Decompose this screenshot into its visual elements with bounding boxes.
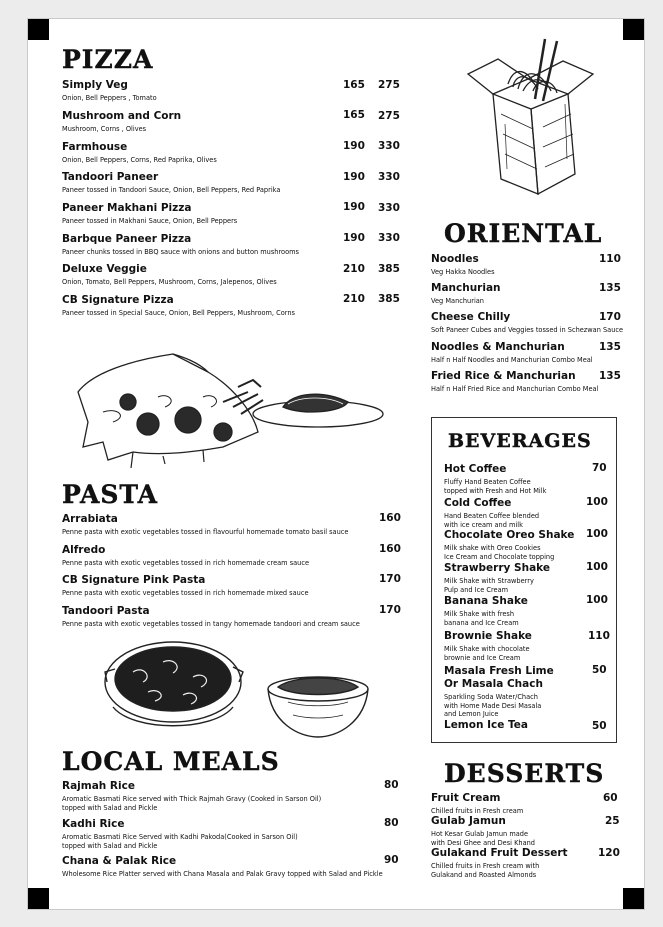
price-regular: 190 bbox=[343, 171, 365, 183]
item-name-line2: Or Masala Chach bbox=[444, 678, 543, 690]
item-price: 50 bbox=[592, 664, 607, 676]
menu-item bbox=[62, 855, 383, 879]
item-price: 80 bbox=[384, 779, 399, 791]
desserts-heading: DESSERTS bbox=[444, 759, 605, 788]
corner-mark-top-right bbox=[623, 19, 644, 40]
item-name: Mushroom and Corn bbox=[62, 110, 182, 122]
item-name: Arrabiata bbox=[62, 513, 118, 525]
item-desc: Aromatic Basmati Rice Served with Kadhi Pakoda(Cooked in Sarson Oil) bbox=[62, 833, 298, 841]
price-regular: 165 bbox=[343, 109, 365, 121]
item-price: 70 bbox=[592, 462, 607, 474]
item-desc: Pulp and Ice Cream bbox=[444, 585, 509, 594]
price-large: 330 bbox=[378, 140, 400, 152]
menu-item bbox=[431, 253, 495, 277]
menu-item bbox=[62, 513, 348, 537]
item-price: 135 bbox=[599, 370, 621, 382]
noodle-box-illustration bbox=[453, 39, 603, 199]
menu-page bbox=[27, 18, 645, 910]
item-desc: and Lemon Juice bbox=[444, 710, 499, 718]
item-desc: Paneer tossed in Special Sauce, Onion, Bell Peppers, Mushroom, Corns bbox=[62, 309, 295, 317]
price-regular: 190 bbox=[343, 232, 365, 244]
menu-item bbox=[62, 79, 157, 103]
menu-item bbox=[444, 665, 554, 719]
item-desc: Milk shake with Oreo Cookies bbox=[444, 544, 541, 552]
corner-mark-top-left bbox=[28, 19, 49, 40]
item-desc: Chilled fruits in Fresh cream with bbox=[431, 862, 540, 870]
item-name: CB Signature Pink Pasta bbox=[62, 574, 206, 586]
item-desc: topped with Fresh and Hot Milk bbox=[444, 486, 547, 495]
item-name: Simply Veg bbox=[62, 79, 128, 91]
item-desc: Onion, Tomato, Bell Peppers, Mushroom, Corns, Jalepenos, Olives bbox=[62, 278, 277, 286]
item-desc: Half n Half Fried Rice and Manchurian Combo Meal bbox=[431, 385, 599, 393]
item-desc: Chilled fruits in Fresh cream bbox=[431, 807, 524, 815]
item-desc: with Home Made Desi Masala bbox=[444, 701, 542, 710]
menu-item bbox=[62, 141, 217, 165]
price-large: 330 bbox=[378, 171, 400, 183]
item-desc: Milk Shake with Strawberry bbox=[444, 577, 534, 585]
item-name: Farmhouse bbox=[62, 141, 128, 153]
item-name: Hot Coffee bbox=[444, 463, 507, 475]
pizza-heading: PIZZA bbox=[62, 45, 154, 74]
item-desc: Milk Shake with chocolate bbox=[444, 645, 530, 653]
item-desc: banana and Ice Cream bbox=[444, 618, 519, 627]
item-price: 135 bbox=[599, 341, 621, 353]
beverages-heading: BEVERAGES bbox=[448, 430, 592, 452]
item-name: Fruit Cream bbox=[431, 792, 501, 804]
item-name: Brownie Shake bbox=[444, 630, 532, 642]
oriental-heading: ORIENTAL bbox=[444, 219, 603, 248]
price-regular: 210 bbox=[343, 263, 365, 275]
item-name: Cold Coffee bbox=[444, 497, 512, 509]
item-desc: Veg Hakka Noodles bbox=[431, 268, 495, 276]
menu-item bbox=[62, 818, 298, 850]
item-name: Gulab Jamun bbox=[431, 815, 506, 827]
item-desc: Paneer chunks tossed in BBQ sauce with onions and button mushrooms bbox=[62, 248, 299, 256]
item-name: Kadhi Rice bbox=[62, 818, 125, 830]
item-price: 110 bbox=[599, 253, 621, 265]
item-price: 60 bbox=[603, 792, 618, 804]
item-desc: Penne pasta with exotic vegetables tossed in flavourful homemade tomato basil sauce bbox=[62, 528, 349, 536]
item-price: 170 bbox=[379, 604, 401, 616]
item-name: CB Signature Pizza bbox=[62, 294, 174, 306]
item-desc: Mushroom, Corns , Olives bbox=[62, 125, 147, 133]
menu-item bbox=[444, 630, 532, 662]
local-meals-heading: LOCAL MEALS bbox=[62, 747, 280, 776]
item-price: 80 bbox=[384, 817, 399, 829]
menu-item bbox=[62, 263, 277, 287]
item-desc: with Desi Ghee and Desi Khand bbox=[431, 838, 535, 847]
item-price: 100 bbox=[586, 561, 608, 573]
item-price: 135 bbox=[599, 282, 621, 294]
item-name: Lemon Ice Tea bbox=[444, 719, 528, 731]
menu-item bbox=[62, 574, 309, 598]
menu-item bbox=[62, 294, 295, 318]
price-large: 330 bbox=[378, 202, 400, 214]
item-name: Cheese Chilly bbox=[431, 311, 511, 323]
item-name: Noodles bbox=[431, 253, 479, 265]
item-desc: Onion, Bell Peppers, Corns, Red Paprika, Olives bbox=[62, 156, 217, 164]
item-desc: Penne pasta with exotic vegetables tossed in tangy homemade tandoori and cream sauce bbox=[62, 620, 360, 628]
item-price: 100 bbox=[586, 496, 608, 508]
item-name: Chana & Palak Rice bbox=[62, 855, 177, 867]
item-name: Tandoori Pasta bbox=[62, 605, 150, 617]
item-name: Paneer Makhani Pizza bbox=[62, 202, 192, 214]
menu-item bbox=[444, 562, 550, 594]
item-desc: Half n Half Noodles and Manchurian Combo Meal bbox=[431, 356, 593, 364]
item-desc: Veg Manchurian bbox=[431, 297, 484, 305]
price-large: 385 bbox=[378, 293, 400, 305]
item-desc: topped with Salad and Pickle bbox=[62, 803, 158, 812]
menu-item bbox=[444, 595, 528, 627]
menu-item bbox=[62, 171, 280, 195]
item-desc: Soft Paneer Cubes and Veggies tossed in Schezwan Sauce bbox=[431, 326, 624, 334]
menu-item bbox=[431, 847, 568, 879]
item-desc: Penne pasta with exotic vegetables tossed in rich homemade mixed sauce bbox=[62, 589, 309, 597]
menu-item bbox=[62, 202, 237, 226]
menu-item bbox=[444, 529, 574, 561]
menu-item bbox=[444, 719, 528, 732]
item-price: 100 bbox=[586, 528, 608, 540]
item-price: 110 bbox=[588, 630, 610, 642]
price-large: 385 bbox=[378, 263, 400, 275]
item-name: Tandoori Paneer bbox=[62, 171, 159, 183]
pasta-heading: PASTA bbox=[62, 480, 159, 509]
item-desc: topped with Salad and Pickle bbox=[62, 841, 158, 850]
menu-item bbox=[431, 311, 623, 335]
price-regular: 190 bbox=[343, 140, 365, 152]
item-name: Banana Shake bbox=[444, 595, 528, 607]
item-desc: Hot Kesar Gulab Jamun made bbox=[431, 830, 529, 838]
item-name: Noodles & Manchurian bbox=[431, 341, 565, 353]
item-desc: Fluffy Hand Beaten Coffee bbox=[444, 478, 531, 486]
item-name: Rajmah Rice bbox=[62, 780, 135, 792]
menu-item bbox=[62, 233, 299, 257]
price-regular: 165 bbox=[343, 79, 365, 91]
price-large: 275 bbox=[378, 110, 400, 122]
menu-item bbox=[431, 282, 501, 306]
menu-item bbox=[431, 815, 535, 847]
menu-item bbox=[62, 605, 360, 629]
item-price: 120 bbox=[598, 847, 620, 859]
item-name: Gulakand Fruit Dessert bbox=[431, 847, 568, 859]
price-large: 275 bbox=[378, 79, 400, 91]
pizza-slice-illustration bbox=[73, 352, 388, 470]
item-name: Alfredo bbox=[62, 544, 106, 556]
item-price: 170 bbox=[599, 311, 621, 323]
item-price: 170 bbox=[379, 573, 401, 585]
item-desc: brownie and Ice Cream bbox=[444, 653, 521, 662]
item-desc: Hand Beaten Coffee blended bbox=[444, 512, 540, 520]
item-price: 100 bbox=[586, 594, 608, 606]
menu-item bbox=[431, 341, 593, 365]
price-regular: 190 bbox=[343, 201, 365, 213]
item-desc: Paneer tossed in Makhani Sauce, Onion, Bell Peppers bbox=[62, 217, 238, 225]
item-desc: Aromatic Basmati Rice served with Thick Rajmah Gravy (Cooked in Sarson Oil) bbox=[62, 795, 322, 803]
menu-item bbox=[62, 544, 309, 568]
item-desc: Wholesome Rice Platter served with Chana Masala and Palak Gravy topped with Salad and Pickle bbox=[62, 870, 383, 878]
item-name: Masala Fresh Lime bbox=[444, 665, 554, 677]
item-desc: Milk Shake with fresh bbox=[444, 610, 515, 618]
menu-item bbox=[444, 463, 546, 495]
menu-item bbox=[431, 370, 598, 394]
item-desc: Penne pasta with exotic vegetables tossed in rich homemade cream sauce bbox=[62, 559, 310, 567]
menu-item bbox=[431, 792, 523, 816]
menu-item bbox=[444, 497, 539, 529]
menu-item bbox=[62, 780, 321, 812]
item-desc: Sparkling Soda Water/Chach bbox=[444, 693, 538, 701]
item-name: Barbque Paneer Pizza bbox=[62, 233, 192, 245]
item-name: Deluxe Veggie bbox=[62, 263, 147, 275]
item-price: 90 bbox=[384, 854, 399, 866]
item-price: 50 bbox=[592, 720, 607, 732]
item-name: Fried Rice & Manchurian bbox=[431, 370, 576, 382]
menu-item bbox=[62, 110, 181, 134]
corner-mark-bottom-right bbox=[623, 888, 644, 909]
item-price: 160 bbox=[379, 512, 401, 524]
item-desc: Paneer tossed in Tandoori Sauce, Onion, Bell Peppers, Red Paprika bbox=[62, 186, 281, 194]
item-name: Strawberry Shake bbox=[444, 562, 550, 574]
item-name: Manchurian bbox=[431, 282, 501, 294]
item-desc: with ice cream and milk bbox=[444, 520, 523, 529]
item-name: Chocolate Oreo Shake bbox=[444, 529, 575, 541]
item-desc: Onion, Bell Peppers , Tomato bbox=[62, 94, 157, 102]
item-desc: Ice Cream and Chocolate topping bbox=[444, 552, 555, 561]
price-regular: 210 bbox=[343, 293, 365, 305]
corner-mark-bottom-left bbox=[28, 888, 49, 909]
item-desc: Gulakand and Roasted Almonds bbox=[431, 870, 537, 879]
price-large: 330 bbox=[378, 232, 400, 244]
item-price: 25 bbox=[605, 815, 620, 827]
pasta-bowls-illustration bbox=[103, 637, 378, 747]
item-price: 160 bbox=[379, 543, 401, 555]
